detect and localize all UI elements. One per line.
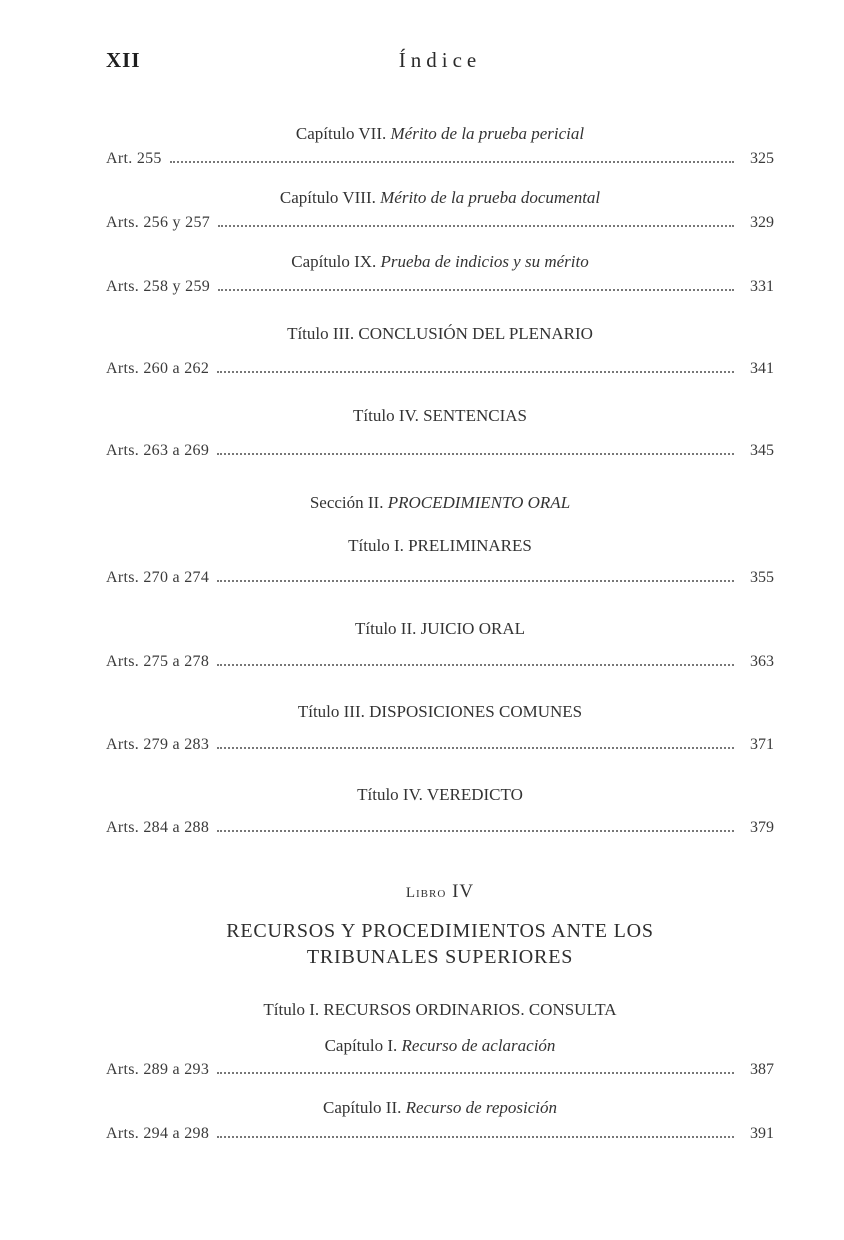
dot-leader [218,289,734,291]
dot-leader [218,225,734,227]
entry-page-number: 355 [750,569,774,586]
chapter-title: Recurso de reposición [405,1098,558,1117]
index-entry[interactable] [106,1061,774,1083]
title-heading: Título I. RECURSOS ORDINARIOS. CONSULTA [263,1000,617,1019]
page-header [106,48,774,78]
index-entry[interactable] [106,819,774,841]
chapter-title: Recurso de aclaración [401,1036,556,1055]
entry-articles: Arts. 258 y 259 [106,278,211,295]
chapter-title: Prueba de indicios y su mérito [380,252,589,271]
entry-articles: Arts. 270 a 274 [106,569,210,586]
entry-articles: Arts. 284 a 288 [106,819,210,836]
chapter-title: Mérito de la prueba documental [380,188,601,207]
entry-articles: Art. 255 [106,150,162,167]
index-entry[interactable] [106,214,774,236]
index-entry[interactable] [106,653,774,675]
running-title: Índice [398,48,482,72]
index-entry[interactable] [106,736,774,758]
chapter-title: Mérito de la prueba pericial [390,124,585,143]
entry-page-number: 387 [750,1061,774,1078]
entry-articles: Arts. 275 a 278 [106,653,210,670]
entry-page-number: 363 [750,653,774,670]
chapter-heading [106,124,774,144]
dot-leader [217,830,734,832]
entry-articles: Arts. 260 a 262 [106,360,210,377]
entry-page-number: 341 [750,360,774,377]
title-heading: Título IV. VEREDICTO [357,785,523,804]
entry-articles: Arts. 289 a 293 [106,1061,210,1078]
entry-articles: Arts. 263 a 269 [106,442,210,459]
chapter-prefix: Capítulo I. [324,1036,398,1055]
section-prefix: Sección II. [309,493,384,512]
entry-articles: Arts. 294 a 298 [106,1125,210,1142]
book-title-line: TRIBUNALES SUPERIORES [306,946,574,968]
title-heading: Título II. JUICIO ORAL [355,619,525,638]
chapter-prefix: Capítulo VIII. [279,188,376,207]
section-title: PROCEDIMIENTO ORAL [387,493,571,512]
dot-leader [170,161,734,163]
chapter-heading [106,1036,774,1056]
section-heading [106,493,774,513]
entry-articles: Arts. 256 y 257 [106,214,211,231]
book-label: Libro [405,885,447,901]
index-entry[interactable] [106,150,774,172]
dot-leader [217,1136,734,1138]
index-entry[interactable] [106,278,774,300]
chapter-prefix: Capítulo VII. [295,124,387,143]
chapter-heading [106,252,774,272]
index-entry[interactable] [106,442,774,464]
chapter-heading [106,188,774,208]
entry-page-number: 331 [750,278,774,295]
title-heading: Título I. PRELIMINARES [348,536,532,555]
entry-page-number: 325 [750,150,774,167]
dot-leader [217,664,734,666]
entry-page-number: 391 [750,1125,774,1142]
book-title-line: RECURSOS Y PROCEDIMIENTOS ANTE LOS [226,920,654,942]
entry-page-number: 345 [750,442,774,459]
index-entry[interactable] [106,360,774,382]
title-heading: Título III. DISPOSICIONES COMUNES [297,702,583,721]
entry-page-number: 329 [750,214,774,231]
index-entry[interactable] [106,1125,774,1147]
dot-leader [217,453,734,455]
page-folio: XII [106,48,141,72]
dot-leader [217,371,734,373]
book-number: IV [452,881,475,902]
entry-page-number: 379 [750,819,774,836]
dot-leader [217,1072,734,1074]
title-heading: Título III. CONCLUSIÓN DEL PLENARIO [287,324,593,343]
entry-articles: Arts. 279 a 283 [106,736,210,753]
dot-leader [217,747,734,749]
entry-page-number: 371 [750,736,774,753]
index-entry[interactable] [106,569,774,591]
book-heading [106,881,774,903]
title-heading: Título IV. SENTENCIAS [353,406,527,425]
chapter-prefix: Capítulo II. [322,1098,402,1117]
dot-leader [217,580,734,582]
chapter-heading [106,1098,774,1118]
book-title [106,918,774,970]
chapter-prefix: Capítulo IX. [291,252,377,271]
